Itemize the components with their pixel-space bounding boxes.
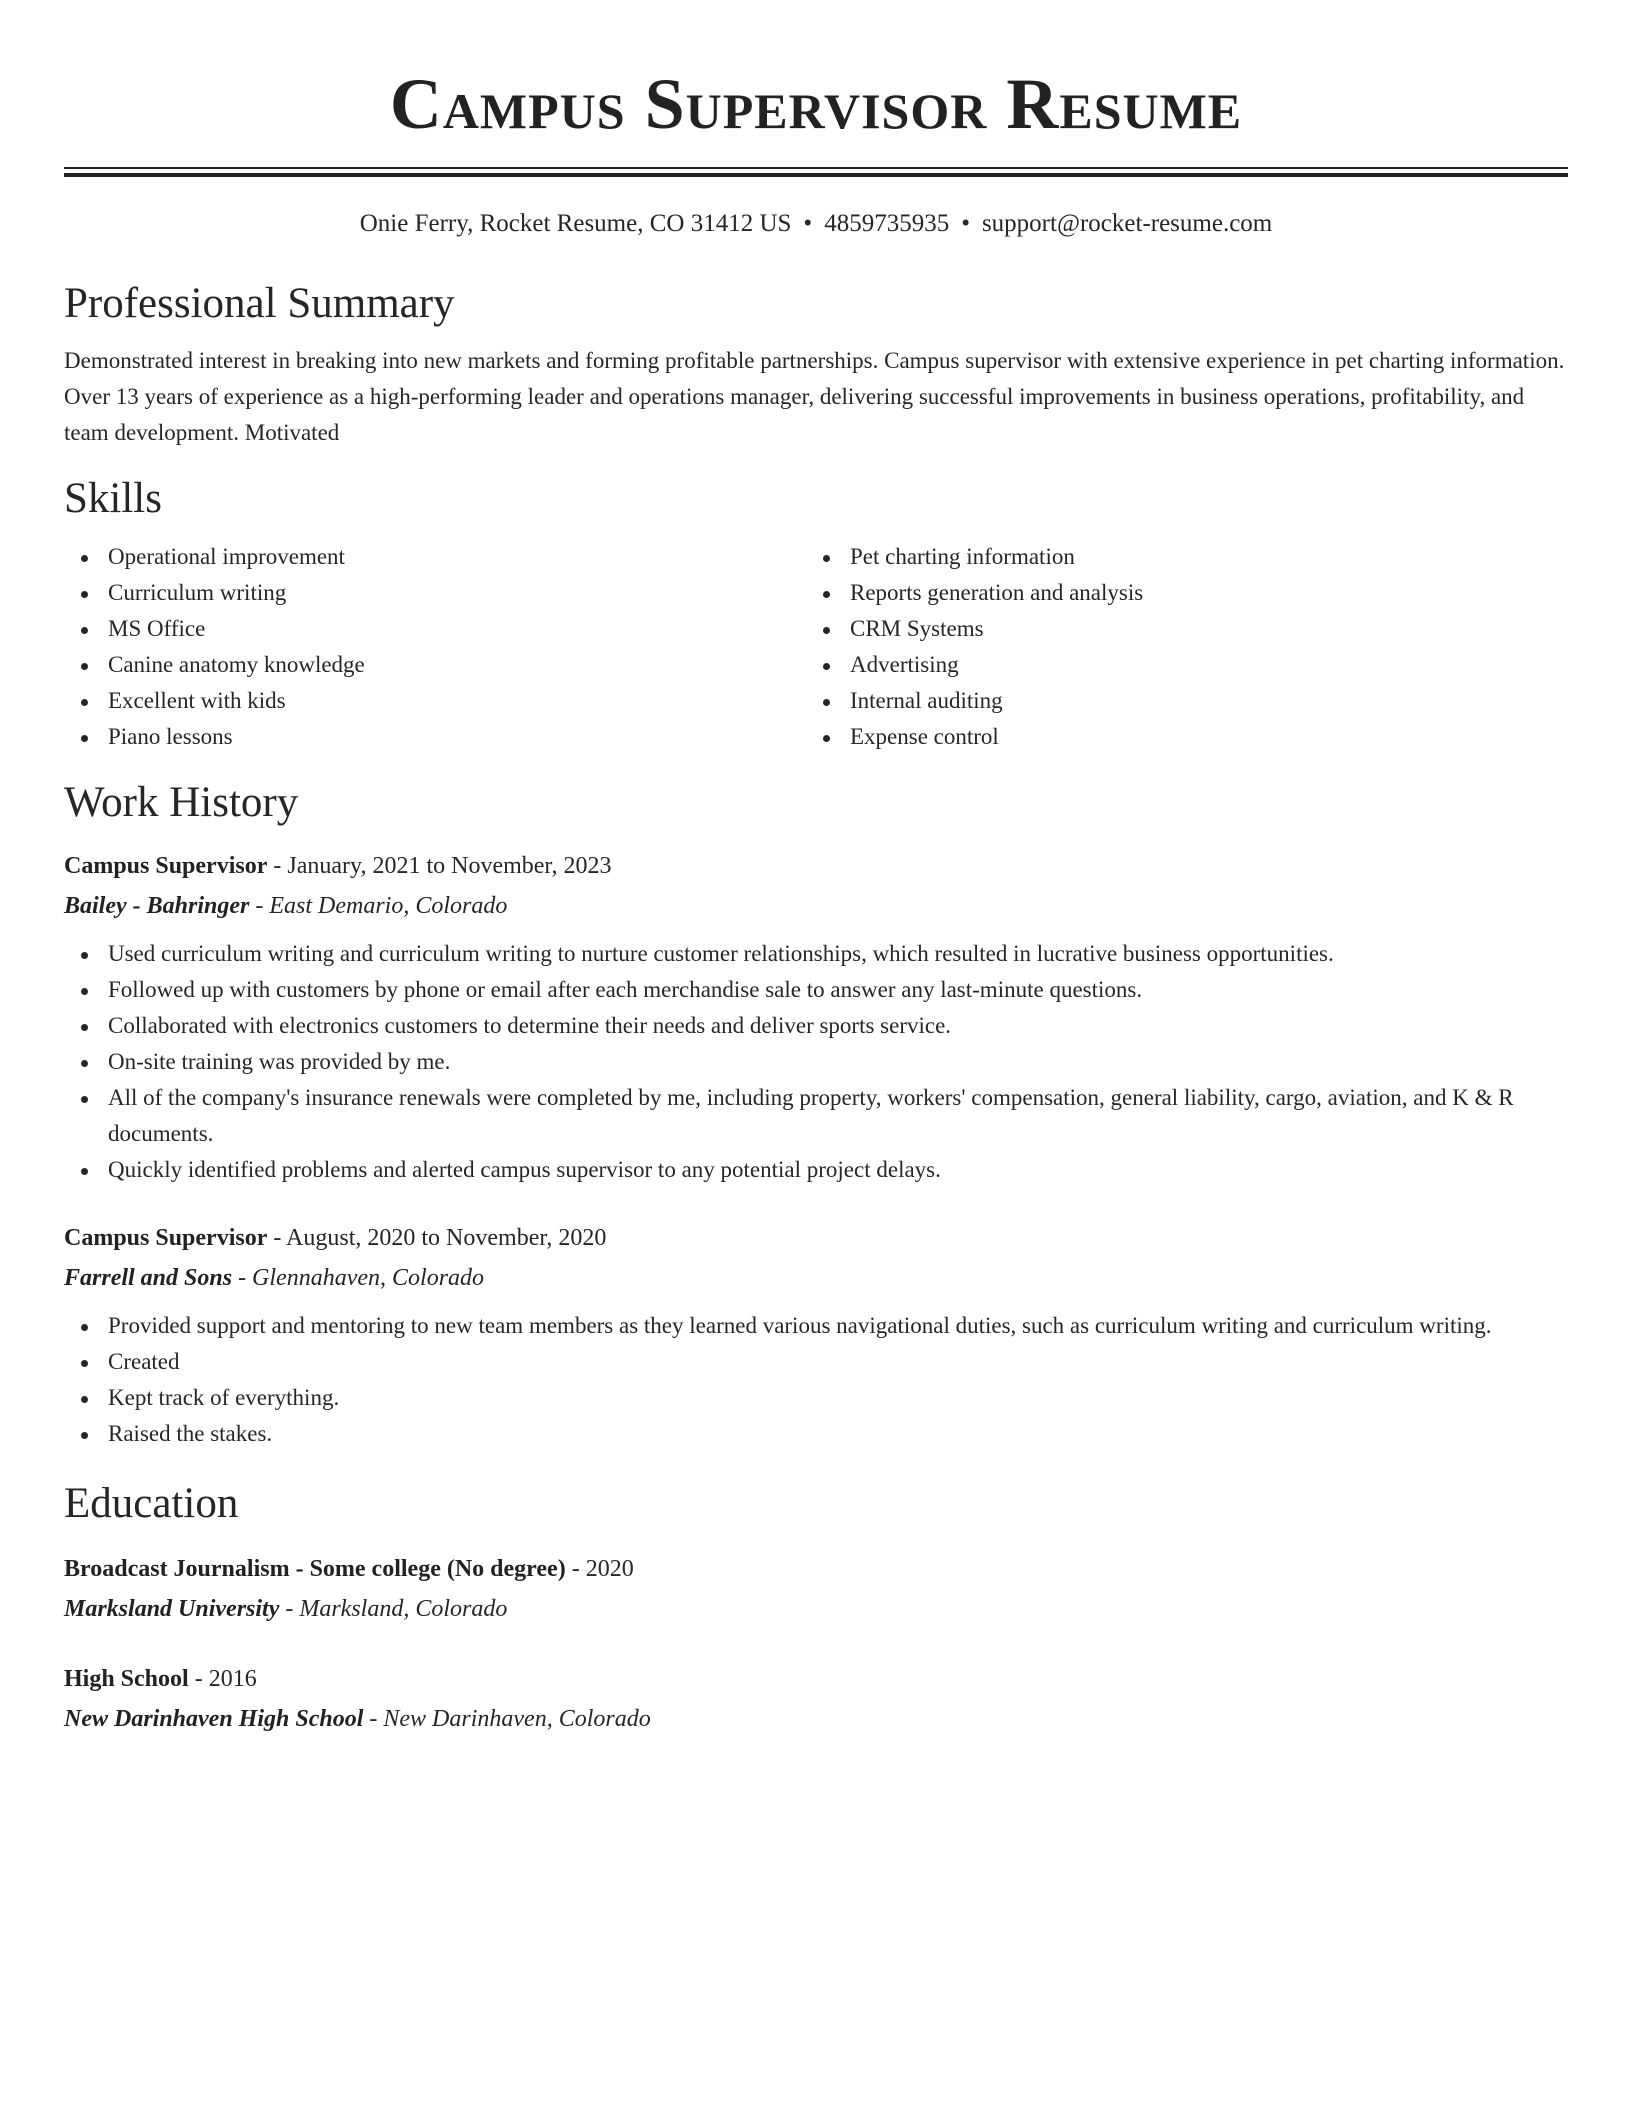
- skill-item: Curriculum writing: [64, 575, 806, 611]
- skill-item: MS Office: [64, 611, 806, 647]
- job-dates: - August, 2020 to November, 2020: [267, 1225, 607, 1251]
- job-dates: - January, 2021 to November, 2023: [267, 853, 612, 879]
- education-entry: [64, 1659, 1568, 1739]
- job-title: Campus Supervisor: [64, 1225, 268, 1251]
- job-company-line: [64, 1258, 1568, 1298]
- contact-line: [64, 208, 1568, 240]
- skills-heading: Skills: [64, 475, 162, 522]
- education-location: - Marksland, Colorado: [279, 1596, 508, 1622]
- skill-item: Operational improvement: [64, 539, 806, 575]
- job-duties: [64, 936, 1568, 1188]
- skill-item: Advertising: [806, 647, 1548, 683]
- education-degree: High School: [64, 1666, 189, 1692]
- job-duty: Quickly identified problems and alerted campus supervisor to any potential project delays.: [64, 1152, 1568, 1188]
- job-duty: Collaborated with electronics customers to determine their needs and deliver sports service.: [64, 1008, 1568, 1044]
- education-school: Marksland University: [64, 1596, 280, 1622]
- job-entry: [64, 1218, 1568, 1452]
- education-entry: [64, 1549, 1568, 1629]
- education-year: - 2016: [188, 1666, 257, 1692]
- education-degree: Broadcast Journalism - Some college (No degree): [64, 1556, 566, 1582]
- job-company: Bailey - Bahringer: [64, 893, 250, 919]
- education-degree-line: [64, 1549, 1568, 1589]
- skill-item: CRM Systems: [806, 611, 1548, 647]
- skills-column-left: [64, 539, 806, 755]
- job-duty: Provided support and mentoring to new team members as they learned various navigational duties, such as curriculum writing and curriculum writing.: [64, 1308, 1568, 1344]
- education-heading: Education: [64, 1480, 239, 1527]
- job-duty: All of the company's insurance renewals were completed by me, including property, workers' compensation, general liability, cargo, aviation, and K & R documents.: [64, 1080, 1568, 1152]
- job-company-line: [64, 886, 1568, 926]
- summary-heading: Professional Summary: [64, 280, 455, 327]
- work-history-heading: Work History: [64, 779, 299, 826]
- contact-separator: •: [803, 210, 813, 237]
- job-duty: On-site training was provided by me.: [64, 1044, 1568, 1080]
- job-company: Farrell and Sons: [64, 1265, 233, 1291]
- job-location: - Glennahaven, Colorado: [232, 1265, 485, 1291]
- resume-page: [64, 0, 1568, 1739]
- skill-item: Canine anatomy knowledge: [64, 647, 806, 683]
- education-degree-line: [64, 1659, 1568, 1699]
- job-title: Campus Supervisor: [64, 853, 268, 879]
- job-duty: Followed up with customers by phone or email after each merchandise sale to answer any last-minute questions.: [64, 972, 1568, 1008]
- job-duty: Created: [64, 1344, 1568, 1380]
- job-location: - East Demario, Colorado: [249, 893, 508, 919]
- skills-list: [64, 539, 1568, 755]
- education-school-line: [64, 1589, 1568, 1629]
- skills-column-right: [806, 539, 1548, 755]
- contact-address: Onie Ferry, Rocket Resume, CO 31412 US: [359, 210, 792, 237]
- job-entry: [64, 846, 1568, 1188]
- job-duty: Used curriculum writing and curriculum writing to nurture customer relationships, which resulted in lucrative business opportunities.: [64, 936, 1568, 972]
- skill-item: Internal auditing: [806, 683, 1548, 719]
- summary-text: Demonstrated interest in breaking into new markets and forming profitable partnerships. Campus supervisor with extensive experience in pet charting information. Over 13 years of experience as a high-performing leader and operations manager, delivering successful improvements in business operations, profitability, and team development. Motivated: [64, 348, 1565, 445]
- title-divider: [64, 167, 1568, 177]
- skill-item: Pet charting information: [806, 539, 1548, 575]
- skill-item: Piano lessons: [64, 719, 806, 755]
- contact-phone: 4859735935: [824, 210, 950, 237]
- job-duty: Kept track of everything.: [64, 1380, 1568, 1416]
- skill-item: Reports generation and analysis: [806, 575, 1548, 611]
- education-school: New Darinhaven High School: [64, 1706, 364, 1732]
- education-year: - 2020: [565, 1556, 634, 1582]
- contact-email: support@rocket-resume.com: [981, 210, 1273, 237]
- job-duty: Raised the stakes.: [64, 1416, 1568, 1452]
- contact-separator: •: [961, 210, 970, 237]
- job-title-line: [64, 1218, 1568, 1258]
- education-location: - New Darinhaven, Colorado: [363, 1706, 651, 1732]
- job-title-line: [64, 846, 1568, 886]
- education-school-line: [64, 1699, 1568, 1739]
- skill-item: Excellent with kids: [64, 683, 806, 719]
- skill-item: Expense control: [806, 719, 1548, 755]
- resume-title: Campus Supervisor Resume: [389, 64, 1243, 144]
- job-duties: [64, 1308, 1568, 1452]
